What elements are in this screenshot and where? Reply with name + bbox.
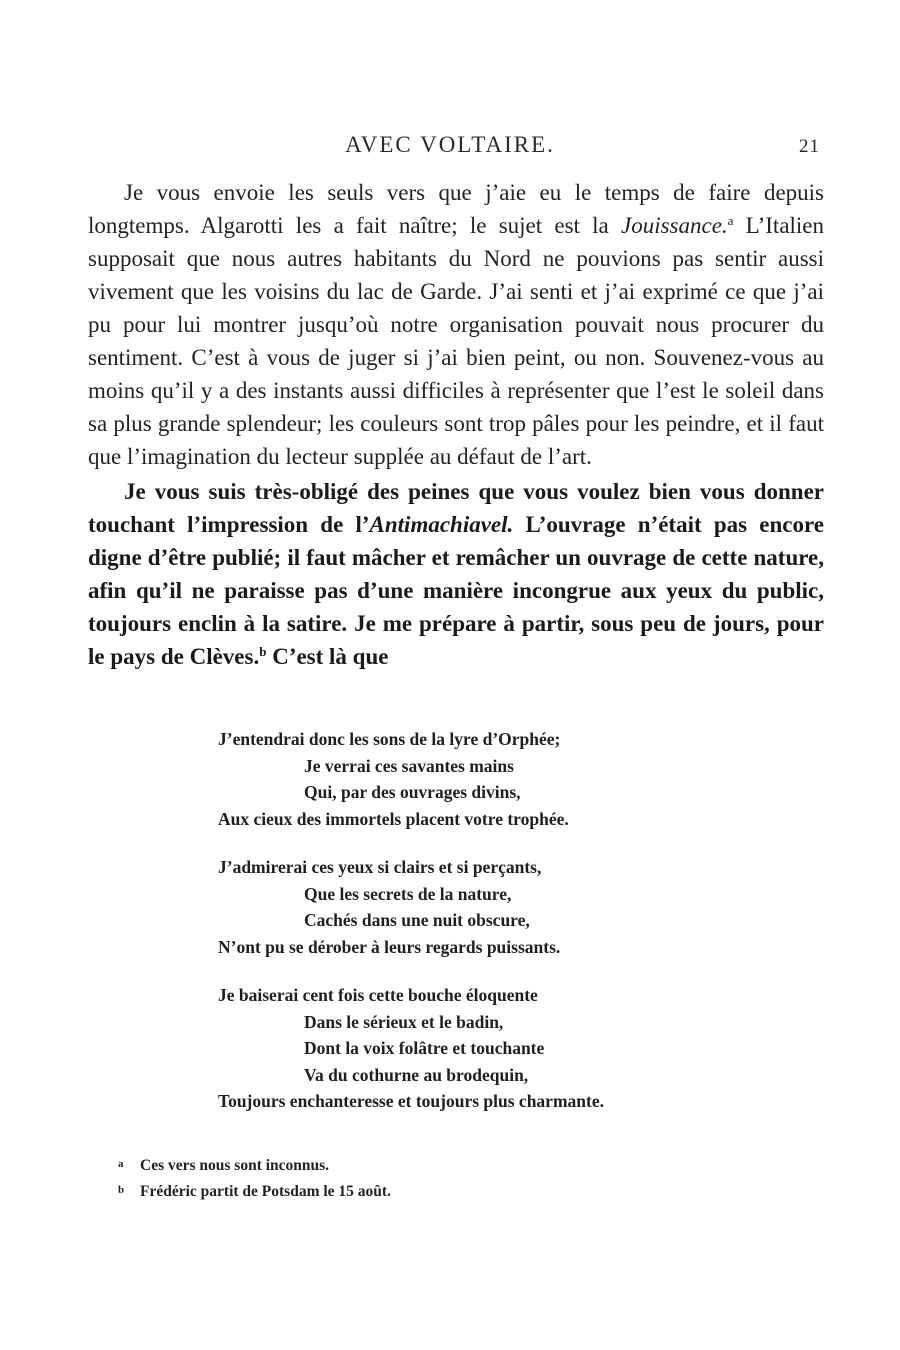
stanza	[218, 854, 738, 960]
footnote-marker: b	[118, 1184, 125, 1196]
verse-line: Que les secrets de la nature,	[304, 883, 512, 904]
paragraph-2-text-a: Je vous suis très-obligé des peines que vous voulez bien vous donner touchant l’impression de l’	[88, 479, 824, 537]
paragraph-2-text-c: C’est là que	[266, 644, 389, 669]
verse-line: N’ont pu se dérober à leurs regards puissants.	[218, 936, 561, 957]
verse-line: Dont la voix folâtre et touchante	[304, 1038, 545, 1058]
paragraph-2-italic: Antimachiavel.	[369, 512, 514, 537]
footnotes	[118, 1152, 818, 1204]
verse-line: Toujours enchanteresse et toujours plus charmante.	[218, 1091, 604, 1111]
verse-line: J’admirerai ces yeux si clairs et si perçants,	[218, 857, 542, 877]
paragraph-2	[88, 475, 824, 673]
verse-line: Qui, par des ouvrages divins,	[304, 782, 521, 802]
paragraph-1-text-a: Je vous envoie les seuls vers que j’aie eu le temps de faire depuis longtemps. Algarotti les a fait naître; le sujet est la	[88, 180, 824, 238]
paragraph-1-text-b: L’Italien supposait que nous autres habitants du Nord ne pouvions pas sentir aussi vivement que les voisins du lac de Garde. J’ai senti et j’ai exprimé ce que j’ai pu pour lui montrer jusqu’où notre organisation pouvait nous procurer du sentiment. C’est à vous de juger si j’ai bien peint, ou non. Souvenez-vous au moins qu’il y a des instants aussi difficiles à représenter que l’est le soleil dans sa plus grande splendeur; les couleurs sont trop pâles pour les peindre, et il faut que l’imagination du lecteur supplée au défaut de l’art.	[88, 213, 825, 469]
verse-line: Dans le sérieux et le badin,	[304, 1011, 504, 1032]
verse-line: Cachés dans une nuit obscure,	[304, 910, 530, 930]
paragraph-1-italic: Jouissance.	[620, 213, 728, 238]
footnote-text: Frédéric partit de Potsdam le 15 août.	[140, 1183, 391, 1200]
stanza	[218, 726, 738, 832]
verse-line: Aux cieux des immortels placent votre trophée.	[218, 808, 569, 829]
footnote	[118, 1178, 818, 1204]
footnote-text: Ces vers nous sont inconnus.	[140, 1157, 330, 1174]
paragraph-1	[88, 176, 824, 473]
footnote-marker: a	[118, 1158, 124, 1170]
verse-line: Va du cothurne au brodequin,	[304, 1064, 529, 1085]
paragraph-2-text-b: L’ouvrage n’était pas encore digne d’être publié; il faut mâcher et remâcher un ouvrage de cette nature, afin qu’il ne paraisse pas d’une manière incongrue aux yeux du public, toujours enclin à la satire. Je me prépare à partir, sous peu de jours, pour le pays de Clèves.	[88, 512, 824, 669]
running-title: AVEC VOLTAIRE.	[345, 132, 555, 157]
verse-line: J’entendrai donc les sons de la lyre d’Orphée;	[218, 729, 561, 749]
running-head	[0, 132, 900, 162]
stanza	[218, 982, 738, 1115]
prose-body	[88, 176, 824, 673]
footnote-ref-a: a	[727, 213, 734, 228]
verse-block	[218, 726, 738, 1137]
footnote	[118, 1152, 818, 1178]
page-number: 21	[799, 136, 820, 157]
verse-line: Je baiserai cent fois cette bouche éloquente	[218, 985, 538, 1005]
verse-line: Je verrai ces savantes mains	[304, 755, 514, 776]
footnote-ref-b: b	[259, 644, 267, 659]
